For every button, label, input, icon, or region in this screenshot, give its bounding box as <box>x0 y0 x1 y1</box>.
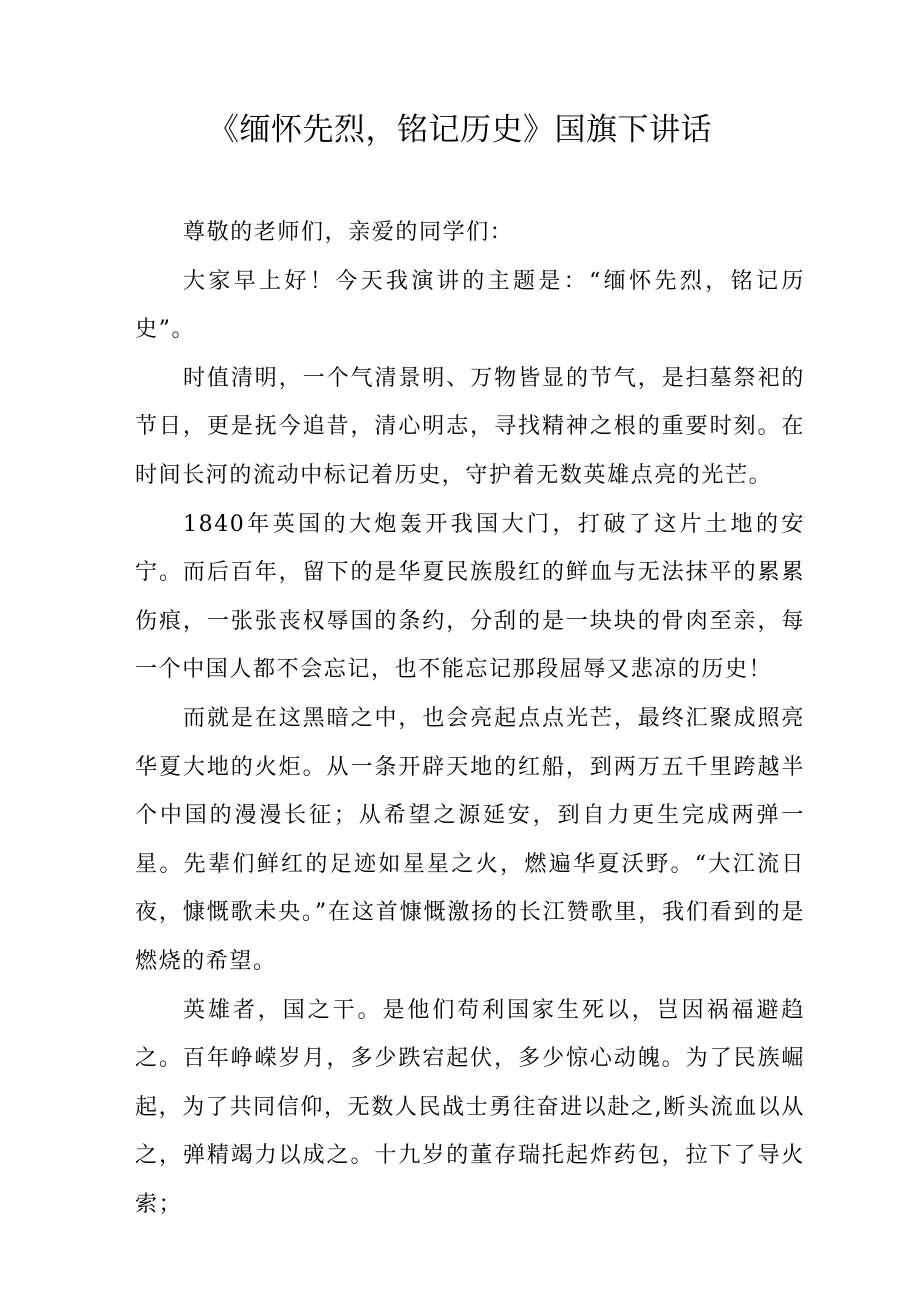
paragraph-opening: 大家早上好！今天我演讲的主题是：“缅怀先烈，铭记历史”。 <box>135 268 805 343</box>
paragraph-1840: 1840年英国的大炮轰开我国大门，打破了这片土地的安宁。而后百年，留下的是华夏民族殷红的鲜血与无法抹平的累累伤痕，一张张丧权辱国的条约，分刮的是一块块的骨肉至亲，每一个中国人都不会忘记，也不能忘记那段屈辱又悲凉的历史！ <box>135 511 805 683</box>
document-body <box>135 209 805 1229</box>
paragraph-light: 而就是在这黑暗之中，也会亮起点点光芒，最终汇聚成照亮华夏大地的火炬。从一条开辟天地的红船，到两万五千里跨越半个中国的漫漫长征；从希望之源延安，到自力更生完成两弹一星。先辈们鲜红的足迹如星星之火，燃遍华夏沃野。“大江流日夜，慷慨歌未央。”在这首慷慨激扬的长江赞歌里，我们看到的是燃烧的希望。 <box>135 705 805 974</box>
paragraph-greeting: 尊敬的老师们，亲爱的同学们： <box>183 220 514 245</box>
document-title: 《缅怀先烈，铭记历史》国旗下讲话 <box>208 112 712 148</box>
paragraph-heroes: 英雄者，国之干。是他们苟利国家生死以，岂因祸福避趋之。百年峥嵘岁月，多少跌宕起伏，多少惊心动魄。为了民族崛起，为了共同信仰，无数人民战士勇往奋进以赴之,断头流血以从之，弹精竭力以成之。十九岁的董存瑞托起炸药包，拉下了导火索； <box>135 997 805 1217</box>
paragraph-qingming: 时值清明，一个气清景明、万物皆显的节气，是扫墓祭祀的节日，更是抚今追昔，清心明志，寻找精神之根的重要时刻。在时间长河的流动中标记着历史，守护着无数英雄点亮的光芒。 <box>135 365 805 488</box>
